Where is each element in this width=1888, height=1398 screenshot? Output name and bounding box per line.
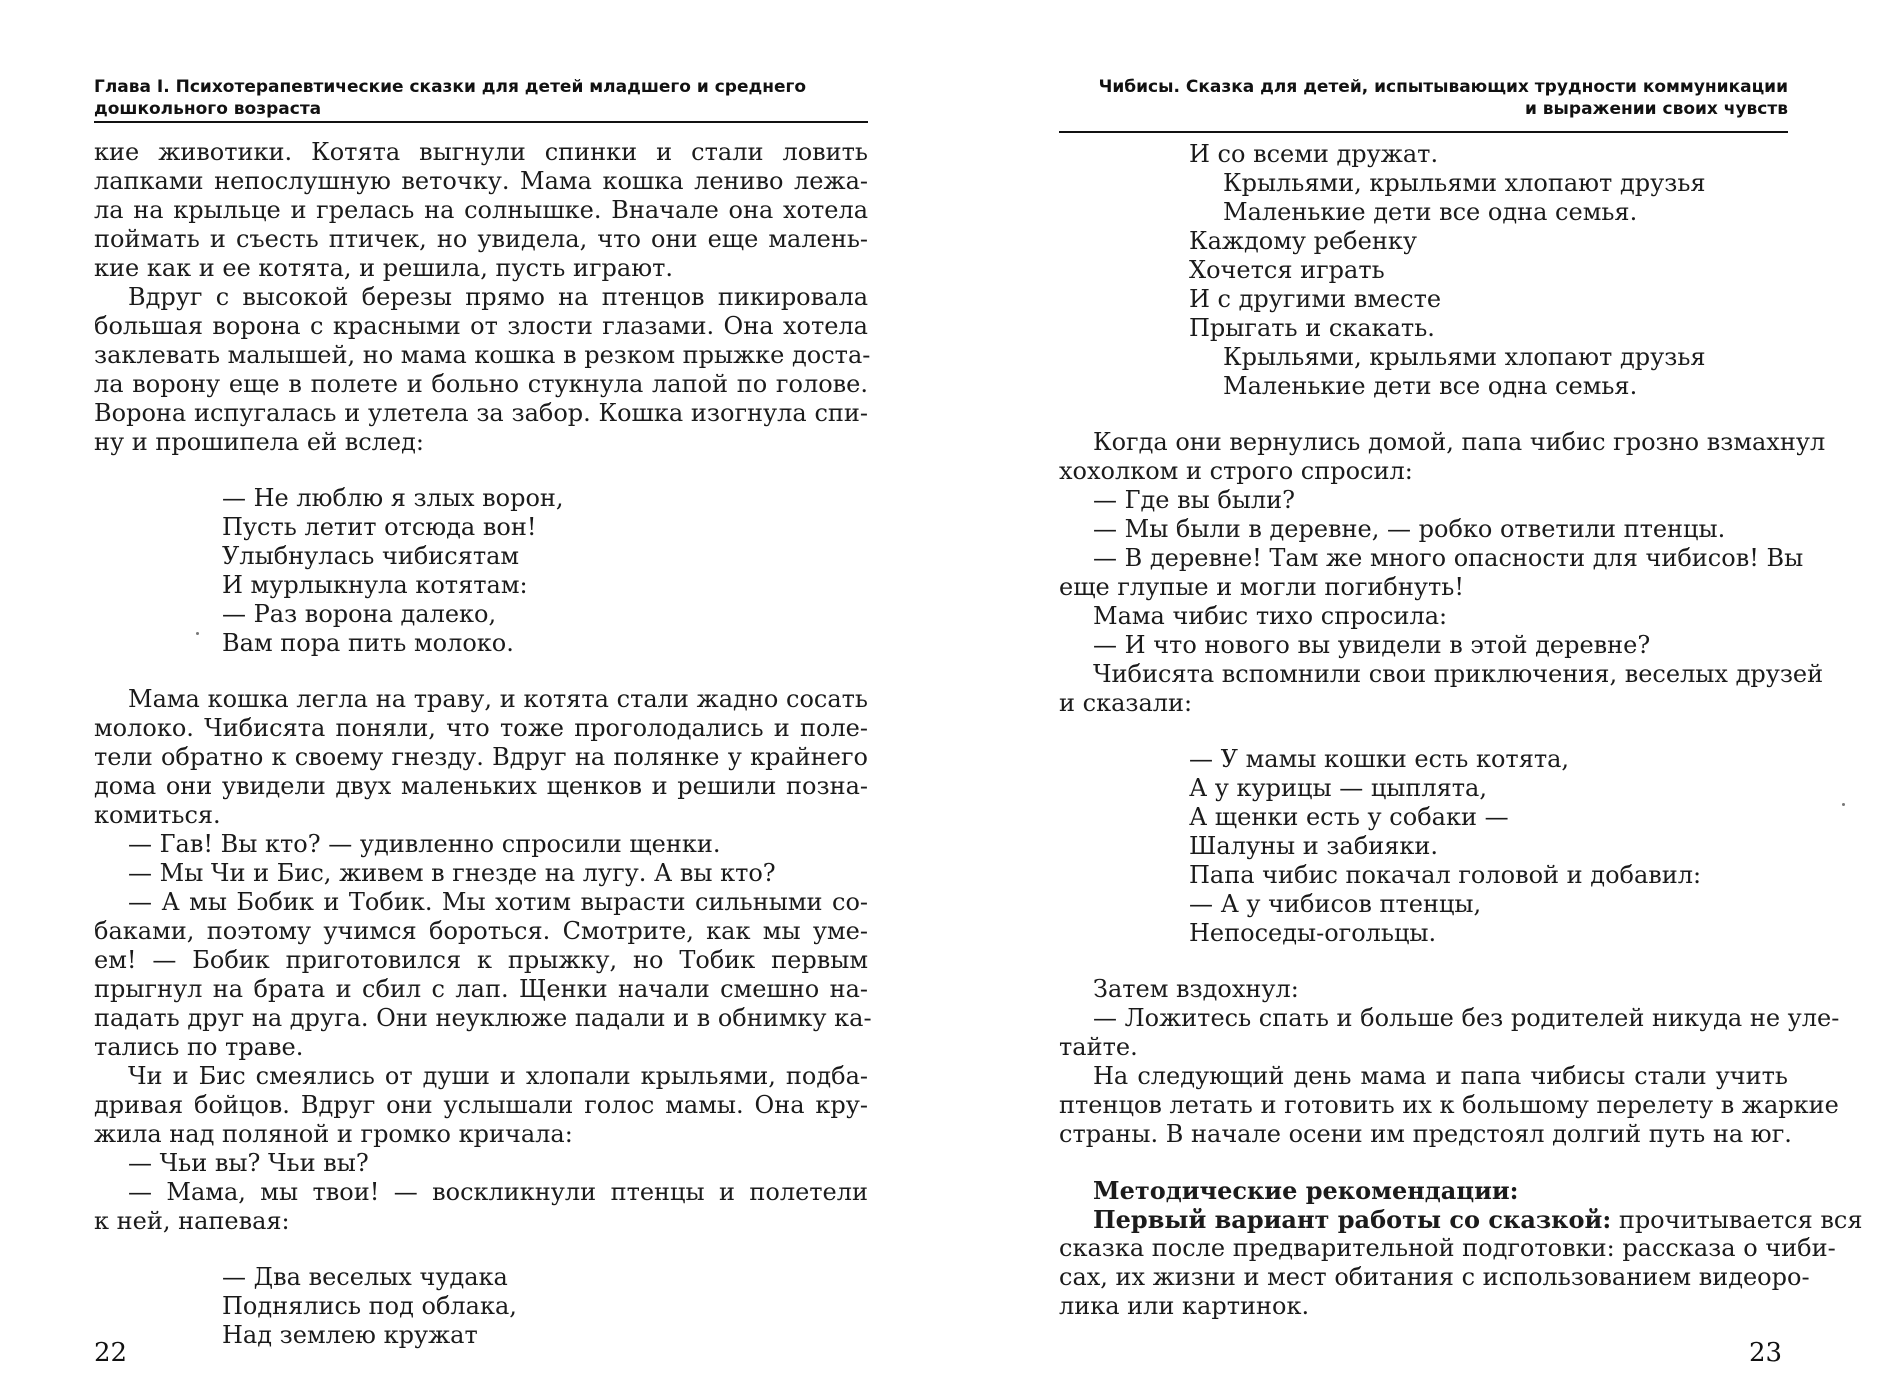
text-line: и сказали:	[1059, 689, 1193, 717]
running-head-line: Глава I. Психотерапевтические сказки для детей младшего и среднего	[94, 77, 807, 97]
text-line: страны. В начале осени им предстоял долгий путь на юг.	[1059, 1120, 1792, 1148]
verse-line: Каждому ребенку	[1189, 227, 1417, 255]
text-line: лика или картинок.	[1059, 1292, 1310, 1320]
text-line: ну и прошипела ей вслед:	[94, 428, 424, 456]
text-line: Чибисята вспомнили свои приключения, веселых друзей	[1093, 660, 1824, 688]
page-number: 22	[94, 1338, 128, 1368]
right-running-head	[1059, 76, 1788, 120]
text-line: поймать и съесть птичек, но увидела, что они еще малень-	[94, 225, 868, 253]
text-line: Мама чибис тихо спросила:	[1093, 602, 1448, 630]
variant-label: Первый вариант работы со сказкой:	[1093, 1205, 1612, 1234]
left-running-head	[94, 76, 868, 120]
text-line: заклевать малышей, но мама кошка в резком прыжке доста-	[94, 341, 871, 369]
variant-text: прочитывается вся	[1611, 1206, 1863, 1234]
verse-line: Крыльями, крыльями хлопают друзья	[1223, 169, 1706, 197]
text-line: кие животики. Котята выгнули спинки и стали ловить	[94, 138, 868, 166]
text-line: падать друг на друга. Они неуклюже падали и в обнимку ка-	[94, 1004, 872, 1032]
text-line: тались по траве.	[94, 1033, 304, 1061]
text-line: прыгнул на брата и сбил с лап. Щенки начали смешно на-	[94, 975, 868, 1003]
header-rule	[94, 121, 868, 123]
methodical-heading: Методические рекомендации:	[1093, 1176, 1519, 1205]
text-line: Когда они вернулись домой, папа чибис грозно взмахнул	[1093, 428, 1826, 456]
text-line: — Мы были в деревне, — робко ответили птенцы.	[1093, 515, 1726, 543]
verse-line: Папа чибис покачал головой и добавил:	[1189, 861, 1702, 889]
verse-line: Прыгать и скакать.	[1189, 314, 1435, 342]
text-line: Затем вздохнул:	[1093, 975, 1299, 1003]
text-line: тайте.	[1059, 1033, 1138, 1061]
text-line: — Мама, мы твои! — воскликнули птенцы и полетели	[128, 1178, 868, 1206]
text-line: хохолком и строго спросил:	[1059, 457, 1413, 485]
text-line: жила над поляной и громко кричала:	[94, 1120, 573, 1148]
text-line	[1059, 1205, 1863, 1234]
verse-line: — У мамы кошки есть котята,	[1189, 745, 1570, 773]
verse-line: — Не люблю я злых ворон,	[222, 484, 564, 512]
verse-line: Улыбнулась чибисятам	[222, 542, 520, 570]
running-head-line: дошкольного возраста	[94, 99, 322, 119]
verse-line: А у курицы — цыплята,	[1189, 774, 1487, 802]
verse-line: Маленькие дети все одна семья.	[1223, 372, 1638, 400]
text-line: кие как и ее котята, и решила, пусть играют.	[94, 254, 674, 282]
right-page	[944, 0, 1888, 1398]
text-line: еще глупые и могли погибнуть!	[1059, 573, 1464, 601]
text-line: — Ложитесь спать и больше без родителей никуда не уле-	[1093, 1004, 1840, 1032]
text-line: — Мы Чи и Бис, живем в гнезде на лугу. А вы кто?	[128, 859, 776, 887]
header-rule	[1059, 131, 1788, 133]
text-line: Вдруг с высокой березы прямо на птенцов пикировала	[128, 283, 868, 311]
section-heading	[1059, 1176, 1788, 1205]
text-line: ем! — Бобик приготовился к прыжку, но Тобик первым	[94, 946, 868, 974]
text-line: большая ворона с красными от злости глазами. Она хотела	[94, 312, 868, 340]
text-line: Мама кошка легла на траву, и котята стали жадно сосать	[128, 685, 868, 713]
text-line: к ней, напевая:	[94, 1207, 290, 1235]
text-line: ла на крыльце и грелась на солнышке. Вначале она хотела	[94, 196, 868, 224]
text-line: — А мы Бобик и Тобик. Мы хотим вырасти сильными со-	[128, 888, 868, 916]
verse-line: И со всеми дружат.	[1189, 140, 1439, 168]
text-line: — В деревне! Там же много опасности для чибисов! Вы	[1093, 544, 1804, 572]
text-line: — Где вы были?	[1093, 486, 1296, 514]
verse-line: Поднялись под облака,	[222, 1292, 517, 1320]
verse-line: Маленькие дети все одна семья.	[1223, 198, 1638, 226]
text-line: птенцов летать и готовить их к большому перелету в жаркие	[1059, 1091, 1839, 1119]
text-line: сах, их жизни и мест обитания с использованием видеоро-	[1059, 1263, 1810, 1291]
text-line: тели обратно к своему гнезду. Вдруг на полянке у крайнего	[94, 743, 868, 771]
text-line: молоко. Чибисята поняли, что тоже проголодались и поле-	[94, 714, 868, 742]
verse-line: — Раз ворона далеко,	[222, 600, 497, 628]
text-line: Чи и Бис смеялись от души и хлопали крыльями, подба-	[128, 1062, 868, 1090]
text-line: — И что нового вы увидели в этой деревне?	[1093, 631, 1651, 659]
verse-line: А щенки есть у собаки —	[1189, 803, 1509, 831]
print-speck	[196, 632, 199, 635]
page-number: 23	[1749, 1338, 1783, 1368]
text-line: ла ворону еще в полете и больно стукнула лапой по голове.	[94, 370, 868, 398]
text-line: баками, поэтому учимся бороться. Смотрите, как мы уме-	[94, 917, 868, 945]
verse-line: — А у чибисов птенцы,	[1189, 890, 1482, 918]
verse-line: Крыльями, крыльями хлопают друзья	[1223, 343, 1706, 371]
text-line: дома они увидели двух маленьких щенков и решили позна-	[94, 772, 868, 800]
text-line: — Чьи вы? Чьи вы?	[128, 1149, 369, 1177]
print-speck	[1842, 803, 1845, 806]
text-line: Ворона испугалась и улетела за забор. Кошка изогнула спи-	[94, 399, 868, 427]
left-body-text	[94, 138, 872, 1350]
verse-line: Непоседы-огольцы.	[1189, 919, 1437, 947]
verse-line: Над землею кружат	[222, 1321, 478, 1349]
verse-line: Пусть летит отсюда вон!	[222, 513, 537, 541]
text-line: комиться.	[94, 801, 221, 829]
verse-line: Шалуны и забияки.	[1189, 832, 1439, 860]
running-head-line: Чибисы. Сказка для детей, испытывающих трудности коммуникации	[1098, 77, 1788, 97]
verse-line: И мурлыкнула котятам:	[222, 571, 528, 599]
verse-line: И с другими вместе	[1189, 285, 1442, 313]
verse-line: Вам пора пить молоко.	[222, 629, 514, 657]
text-line: дривая бойцов. Вдруг они услышали голос мамы. Она кру-	[94, 1091, 868, 1119]
text-line: сказка после предварительной подготовки: рассказа о чиби-	[1059, 1234, 1836, 1262]
verse-line: Хочется играть	[1189, 256, 1385, 284]
text-line: На следующий день мама и папа чибисы стали учить	[1093, 1062, 1788, 1090]
verse-line: — Два веселых чудака	[222, 1263, 508, 1291]
running-head-line: и выражении своих чувств	[1524, 99, 1788, 119]
text-line: — Гав! Вы кто? — удивленно спросили щенки.	[128, 830, 721, 858]
text-line: лапками непослушную веточку. Мама кошка лениво лежа-	[94, 167, 868, 195]
right-body-text	[1059, 140, 1863, 1321]
